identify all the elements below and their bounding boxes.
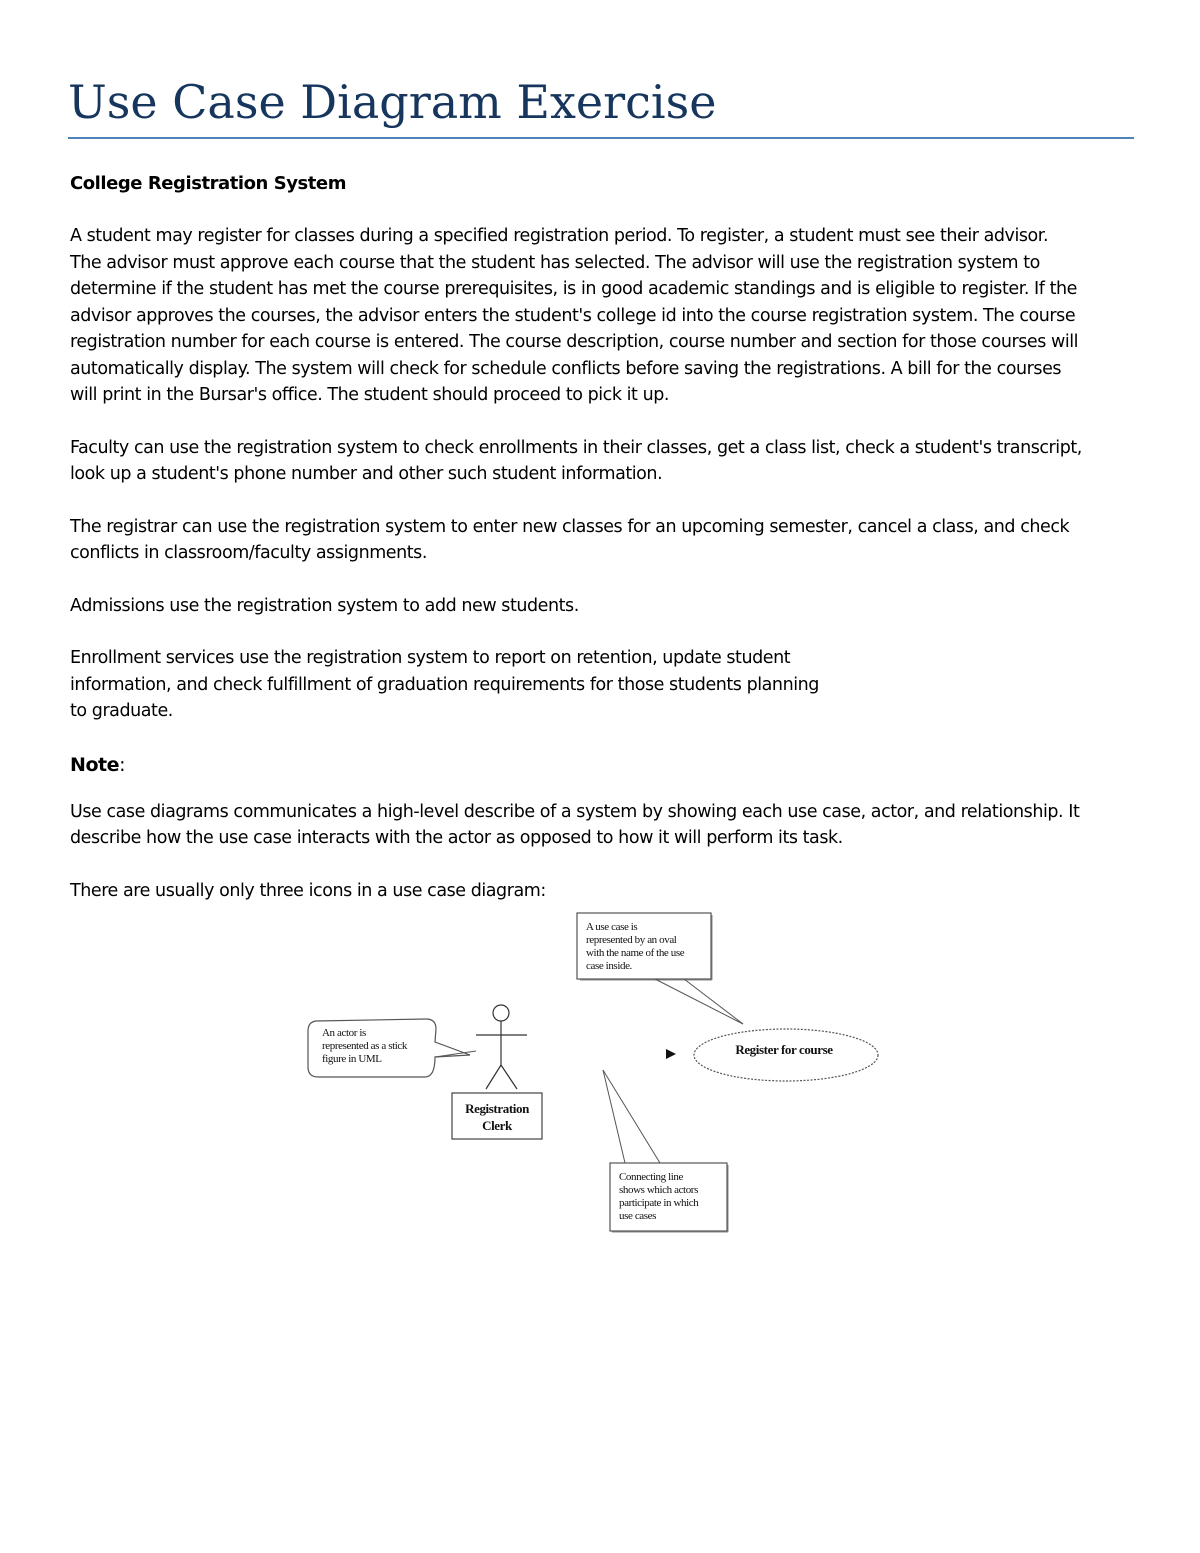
use-case-callout-line: represented by an oval [586, 934, 677, 946]
text-line: There are usually only three icons in a use case diagram: [70, 880, 546, 901]
paragraph-enrollment-services [70, 645, 870, 725]
actor-callout-line: represented as a stick [322, 1040, 407, 1052]
use-case-callout-pointer [655, 979, 743, 1024]
connector-callout-line: participate in which [619, 1197, 699, 1209]
document-body [70, 170, 1136, 930]
page-title: Use Case Diagram Exercise [68, 75, 717, 129]
use-case-oval [694, 1029, 878, 1081]
text-line: describe how the use case interacts with the actor as opposed to how it will perform its task. [70, 828, 843, 848]
use-case-diagram [300, 905, 890, 1240]
actor-callout-line: figure in UML [322, 1053, 382, 1065]
connector-callout-line: shows which actors [619, 1184, 698, 1196]
use-case-label: Register for course [735, 1042, 833, 1057]
text-line: conflicts in classroom/faculty assignments. [70, 543, 427, 563]
use-case-callout-line: A use case is [586, 921, 638, 933]
note-heading [70, 751, 1136, 779]
actor-label-line: Clerk [482, 1118, 512, 1133]
text-line: The registrar can use the registration system to enter new classes for an upcoming semester, cancel a class, and check [70, 516, 1070, 537]
actor-label-box [452, 1093, 542, 1139]
note-label: Note [70, 753, 120, 776]
text-line: to graduate. [70, 701, 173, 721]
connector-callout-line: Connecting line [619, 1171, 683, 1183]
paragraph-admissions [70, 593, 1136, 620]
text-line: look up a student's phone number and other such student information. [70, 464, 663, 484]
paragraph-registrar [70, 514, 1136, 567]
section-heading: College Registration System [70, 173, 346, 194]
text-line: Faculty can use the registration system to check enrollments in their classes, get a class list, check a student's transcript, [70, 437, 1082, 458]
connector-callout-pointer [603, 1070, 660, 1163]
text-line: The advisor must approve each course that the student has selected. The advisor will use the registration system to [70, 252, 1040, 273]
use-case-callout [577, 913, 712, 980]
use-case-callout-line: case inside. [586, 960, 632, 972]
connector-callout [610, 1163, 728, 1232]
stick-figure-actor-icon [476, 1005, 527, 1089]
actor-callout-line: An actor is [322, 1027, 366, 1039]
actor-label-line: Registration [465, 1101, 529, 1116]
text-line: registration number for each course is entered. The course description, course number and section for those courses will [70, 332, 1079, 352]
text-line: will print in the Bursar's office. The student should proceed to pick it up. [70, 385, 669, 405]
text-line: Admissions use the registration system to add new students. [70, 595, 579, 616]
connector-arrowhead-icon [666, 1049, 676, 1059]
text-line: determine if the student has met the course prerequisites, is in good academic standings and is eligible to register. If the [70, 279, 1077, 299]
text-line: automatically display. The system will check for schedule conflicts before saving the registrations. A bill for the courses [70, 358, 1062, 379]
text-line: information, and check fulfillment of graduation requirements for those students planning [70, 674, 819, 695]
paragraph-icons-intro [70, 878, 1136, 905]
text-line: advisor approves the courses, the advisor enters the student's college id into the course registration system. The course [70, 305, 1076, 326]
paragraph-note [70, 799, 1136, 852]
paragraph-faculty [70, 435, 1136, 488]
title-divider [68, 137, 1134, 139]
text-line: Enrollment services use the registration system to report on retention, update student [70, 648, 791, 668]
actor-callout [308, 1019, 476, 1077]
use-case-callout-line: with the name of the use [586, 947, 685, 959]
text-line: Use case diagrams communicates a high-level describe of a system by showing each use case, actor, and relationship. It [70, 801, 1080, 822]
text-line: A student may register for classes during a specified registration period. To register, a student must see their advisor. [70, 226, 1049, 246]
connector-callout-line: use cases [619, 1210, 657, 1222]
note-colon: : [119, 753, 126, 776]
paragraph-student-registration [70, 223, 1136, 409]
